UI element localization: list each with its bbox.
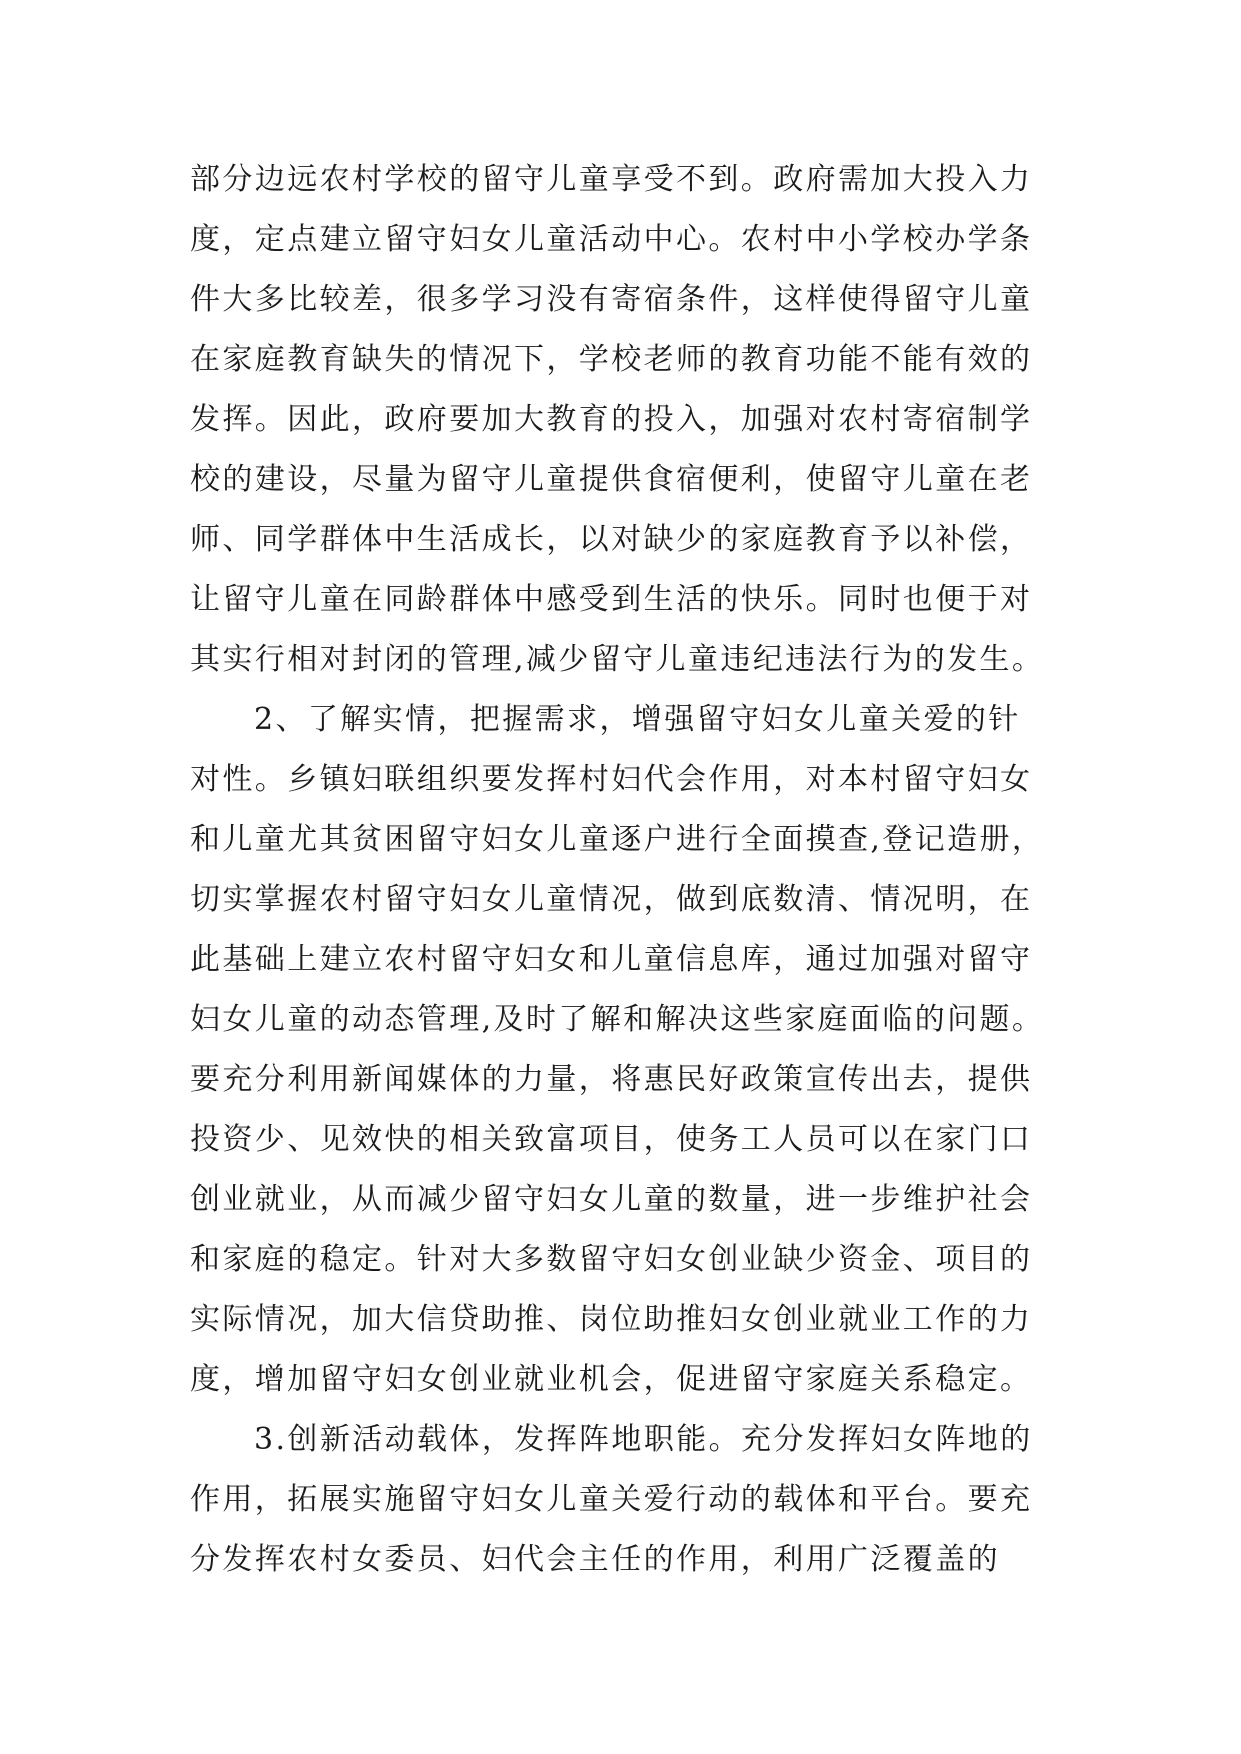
text-line: 部分边远农村学校的留守儿童享受不到。政府需加大投入力 — [190, 162, 1033, 197]
text-line: 度，增加留守妇女创业就业机会，促进留守家庭关系稳定。 — [190, 1362, 1033, 1397]
text-line: 要充分利用新闻媒体的力量，将惠民好政策宣传出去，提供 — [190, 1062, 1033, 1097]
text-line: 分发挥农村女委员、妇代会主任的作用，利用广泛覆盖的 — [190, 1542, 1000, 1577]
text-line: 发挥。因此，政府要加大教育的投入，加强对农村寄宿制学 — [190, 402, 1033, 437]
text-line: 校的建设，尽量为留守儿童提供食宿便利，使留守儿童在老 — [190, 462, 1033, 497]
text-line: 其实行相对封闭的管理,减少留守儿童违纪违法行为的发生。 — [190, 642, 1045, 677]
text-line: 和儿童尤其贫困留守妇女儿童逐户进行全面摸查,登记造册， — [190, 822, 1045, 857]
text-line: 投资少、见效快的相关致富项目，使务工人员可以在家门口 — [190, 1122, 1033, 1157]
text-line: 让留守儿童在同龄群体中感受到生活的快乐。同时也便于对 — [190, 582, 1033, 617]
text-line: 度，定点建立留守妇女儿童活动中心。农村中小学校办学条 — [190, 222, 1033, 257]
text-line: 实际情况，加大信贷助推、岗位助推妇女创业就业工作的力 — [190, 1302, 1033, 1337]
text-line: 师、同学群体中生活成长，以对缺少的家庭教育予以补偿， — [190, 522, 1033, 557]
text-line: 和家庭的稳定。针对大多数留守妇女创业缺少资金、项目的 — [190, 1242, 1033, 1277]
document-body — [190, 150, 1070, 1590]
paragraph-heading-2: 2、了解实情，把握需求，增强留守妇女儿童关爱的针 — [254, 702, 1021, 737]
text-line: 作用，拓展实施留守妇女儿童关爱行动的载体和平台。要充 — [190, 1482, 1033, 1517]
paragraph-heading-3: 3.创新活动载体，发挥阵地职能。充分发挥妇女阵地的 — [254, 1422, 1033, 1457]
text-line: 在家庭教育缺失的情况下，学校老师的教育功能不能有效的 — [190, 342, 1033, 377]
text-line: 妇女儿童的动态管理,及时了解和解决这些家庭面临的问题。 — [190, 1002, 1045, 1037]
text-line: 创业就业，从而减少留守妇女儿童的数量，进一步维护社会 — [190, 1182, 1033, 1217]
text-line: 件大多比较差，很多学习没有寄宿条件，这样使得留守儿童 — [190, 282, 1033, 317]
text-line: 对性。乡镇妇联组织要发挥村妇代会作用，对本村留守妇女 — [190, 762, 1033, 797]
text-line: 此基础上建立农村留守妇女和儿童信息库，通过加强对留守 — [190, 942, 1033, 977]
text-line: 切实掌握农村留守妇女儿童情况，做到底数清、情况明，在 — [190, 882, 1033, 917]
